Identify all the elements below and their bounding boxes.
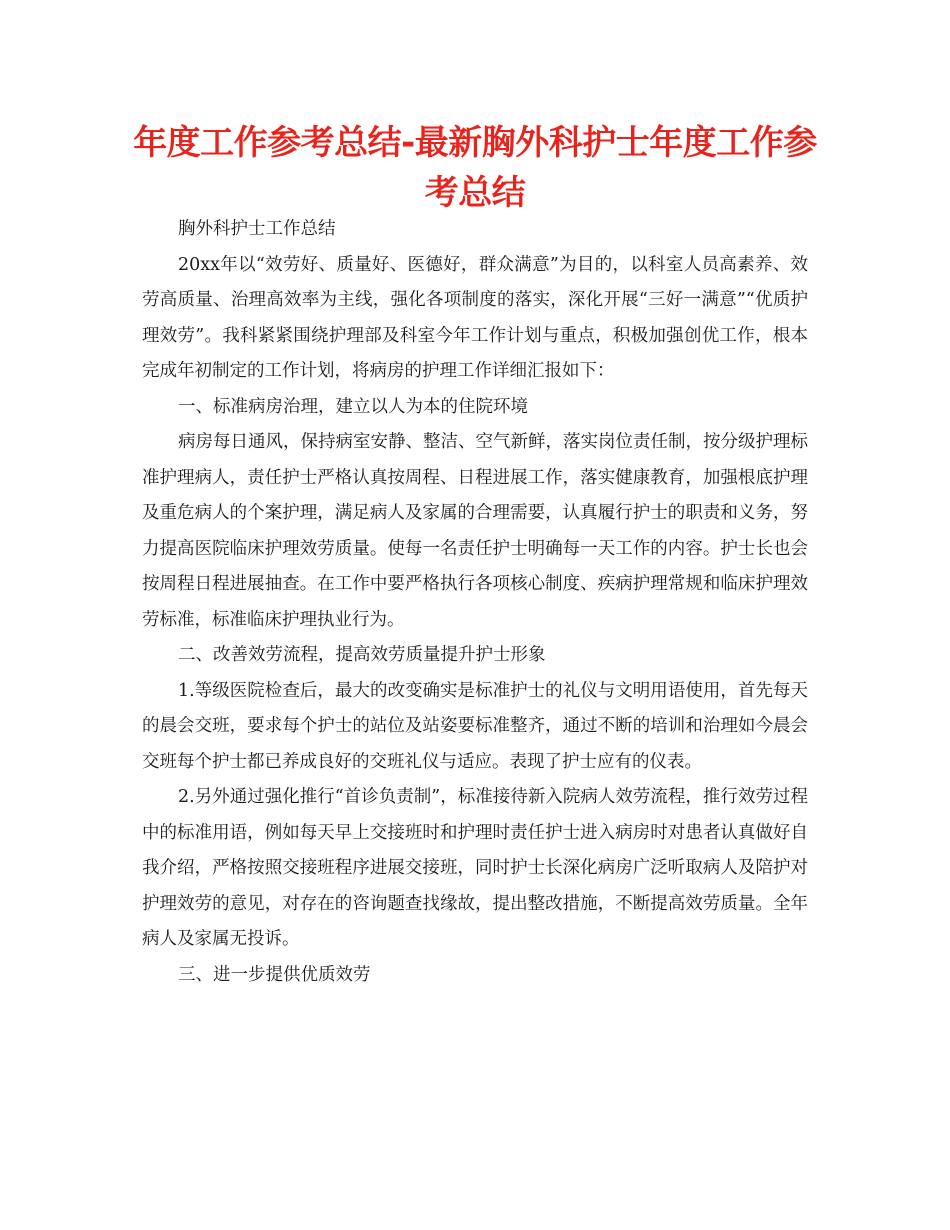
paragraph-intro: 20xx年以“效劳好、质量好、医德好，群众满意”为目的，以科室人员高素养、效劳高质量、治理高效率为主线，强化各项制度的落实，深化开展“三好一满意”“优质护理效劳”。我科紧紧围绕护理部及科室今年工作计划与重点，积极加强创优工作，根本完成年初制定的工作计划，将病房的护理工作详细汇报如下： (142, 254, 808, 381)
section-heading-2: 二、改善效劳流程，提高效劳质量提升护士形象 (178, 645, 546, 665)
paragraph-heading: 胸外科护士工作总结 (178, 219, 336, 239)
document-title: 年度工作参考总结-最新胸外科护士年度工作参考总结 (133, 123, 817, 213)
section-heading-3: 三、进一步提供优质效劳 (178, 964, 371, 985)
paragraph-section-1: 病房每日通风，保持病室安静、整洁、空气新鲜，落实岗位责任制，按分级护理标准护理病人，责任护士严格认真按周程、日程进展工作，落实健康教育，加强根底护理及重危病人的个案护理，满足病人及家属的合理需要，认真履行护士的职责和义务，努力提高医院临床护理效劳质量。使每一名责任护士明确每一天工作的内容。护士长也会按周程日程进展抽查。在工作中要严格执行各项核心制度、疾病护理常规和临床护理效劳标准，标准临床护理执业行为。 (142, 432, 808, 630)
paragraph-item-2: 2.另外通过强化推行“首诊负责制”，标准接待新入院病人效劳流程，推行效劳过程中的标准用语，例如每天早上交接班时和护理时责任护士进入病房时对患者认真做好自我介绍，严格按照交接班程序进展交接班，同时护士长深化病房广泛听取病人及陪护对护理效劳的意见，对存在的咨询题查找缘故，提出整改措施，不断提高效劳质量。全年病人及家属无投诉。 (142, 787, 808, 949)
document-body (142, 212, 808, 993)
paragraph-item-1: 1.等级医院检查后，最大的改变确实是标准护士的礼仪与文明用语使用，首先每天的晨会交班，要求每个护士的站位及站姿要标准整齐，通过不断的培训和治理如今晨会交班每个护士都已养成良好的交班礼仪与适应。表现了护士应有的仪表。 (142, 680, 808, 772)
section-heading-1: 一、标准病房治理，建立以人为本的住院环境 (178, 396, 528, 417)
